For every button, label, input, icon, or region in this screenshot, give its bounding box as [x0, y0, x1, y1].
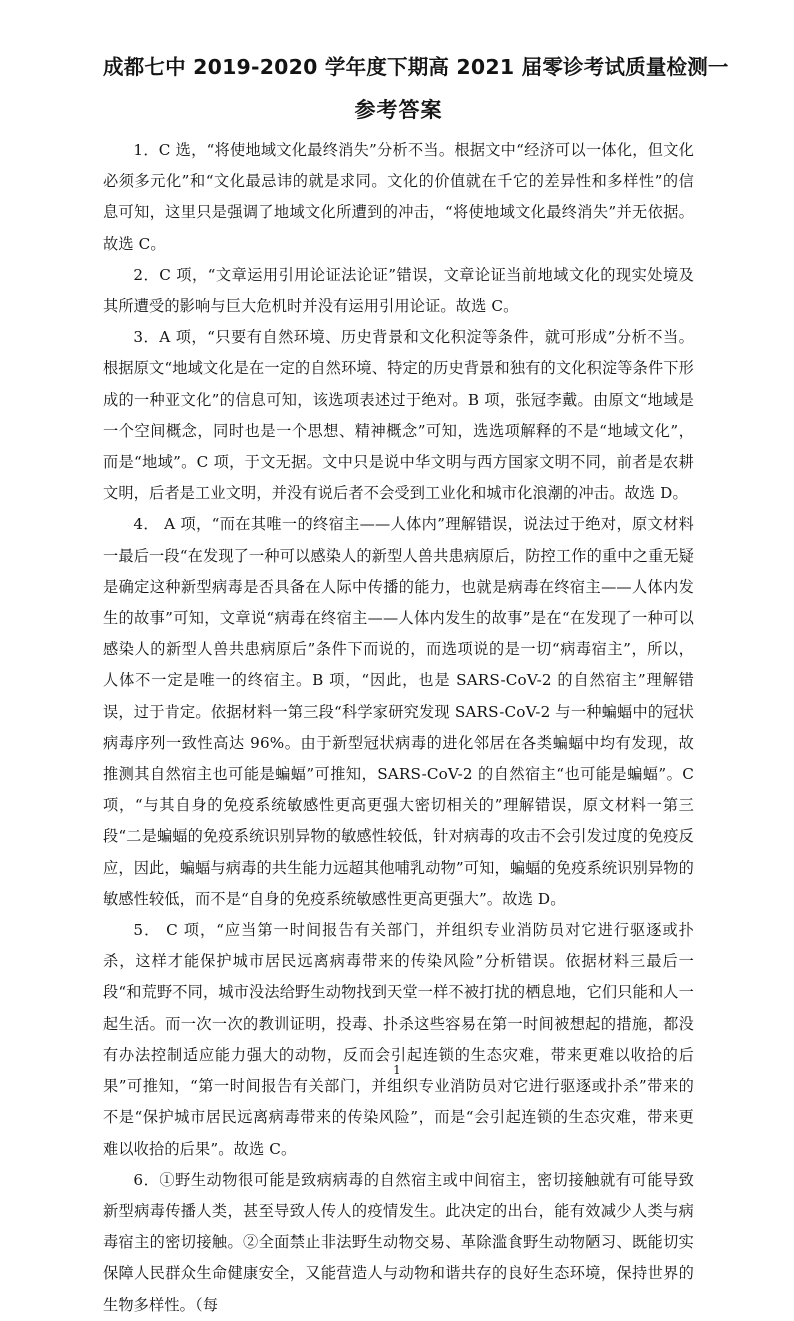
answer-item-1: 1．C 选，“将使地域文化最终消失”分析不当。根据文中“经济可以一体化，但文化必须多元化”和“文化最忌讳的就是求同。文化的价值就在千它的差异性和多样性”的信息可知，这里只是强调了地域文化所遭到的冲击，“将使地域文化最终消失”并无依据。故选 C。	[103, 141, 694, 253]
page-number: 1	[393, 1063, 401, 1077]
answer-item-5: 5． C 项，“应当第一时间报告有关部门，并组织专业消防员对它进行驱逐或扑杀，这样才能保护城市居民远离病毒带来的传染风险”分析错误。依据材料三最后一段“和荒野不同，城市没法给野生动物找到天堂一样不被打扰的栖息地，它们只能和人一起生活。而一次一次的教训证明，投毒、扑杀这些容易在第一时间被想起的措施，都没有办法控制适应能力强大的动物，反而会引起连锁的生态灾难，带来更难以收拾的后果”可推知，“第一时间报告有关部门，并组织专业消防员对它进行驱逐或扑杀”带来的不是“保护城市居民远离病毒带来的传染风险”，而是“会引起连锁的生态灾难，带来更难以收拾的后果”。故选 C。	[103, 921, 694, 1158]
document-title: 成都七中 2019-2020 学年度下期高 2021 届零诊考试质量检测一	[103, 55, 729, 79]
document-subtitle: 参考答案	[354, 98, 443, 122]
answer-item-2: 2．C 项，“文章运用引用论证法论证”错误，文章论证当前地域文化的现实处境及其所遭受的影响与巨大危机时并没有运用引用论证。故选 C。	[103, 265, 694, 316]
answer-item-3: 3．A 项，“只要有自然环境、历史背景和文化积淀等条件，就可形成”分析不当。根据原文“地域文化是在一定的自然环境、特定的历史背景和独有的文化积淀等条件下形成的一种亚文化”的信息可知，该选项表述过于绝对。B 项，张冠李戴。由原文“地域是一个空间概念，同时也是一个思想、精神概念”可知，选选项解释的不是“地域文化”，而是“地域”。C 项，于文无据。文中只是说中华文明与西方国家文明不同，前者是农耕文明，后者是工业文明，并没有说后者不会受到工业化和城市化浪潮的冲击。故选 D。	[103, 328, 694, 503]
answer-item-4: 4． A 项，“而在其唯一的终宿主——人体内”理解错误，说法过于绝对，原文材料一最后一段“在发现了一种可以感染人的新型人兽共患病原后，防控工作的重中之重无疑是确定这种新型病毒是否具备在人际中传播的能力，也就是病毒在终宿主——人体内发生的故事”可知，文章说“病毒在终宿主——人体内发生的故事”是在“在发现了一种可以感染人的新型人兽共患病原后”条件下而说的，而选项说的是一切“病毒宿主”，所以，人体不一定是唯一的终宿主。B 项，“因此，也是 SARS-CoV-2 的自然宿主”理解错误，过于肯定。依据材料一第三段“科学家研究发现 SARS-CoV-2 与一种蝙蝠中的冠状病毒序列一致性高达 96%。由于新型冠状病毒的进化邻居在各类蝙蝠中均有发现，故推测其自然宿主也可能是蝙蝠”可推知，SARS-CoV-2 的自然宿主“也可能是蝙蝠”。C 项，“与其自身的免疫系统敏感性更高更强大密切相关的”理解错误，原文材料一第三段“二是蝙蝠的免疫系统识别异物的敏感性较低，针对病毒的攻击不会引发过度的免疫反应，因此，蝙蝠与病毒的共生能力远超其他哺乳动物”可知，蝙蝠的免疫系统识别异物的敏感性较低，而不是“自身的免疫系统敏感性更高更强大”。故选 D。	[103, 515, 694, 908]
answer-list	[103, 135, 694, 1321]
answer-item-6: 6．①野生动物很可能是致病病毒的自然宿主或中间宿主，密切接触就有可能导致新型病毒传播人类，甚至导致人传人的疫情发生。此决定的出台，能有效减少人类与病毒宿主的密切接触。②全面禁止非法野生动物交易、革除滥食野生动物陋习、既能切实保障人民群众生命健康安全，又能营造人与动物和谐共存的良好生态环境，保持世界的生物多样性。（每	[103, 1170, 694, 1314]
